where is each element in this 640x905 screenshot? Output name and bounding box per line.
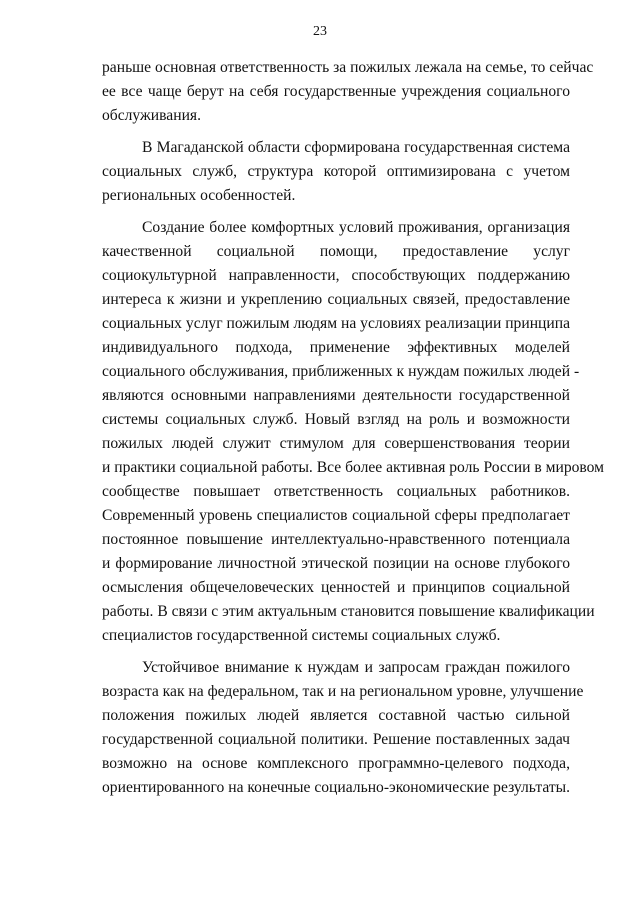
text-line: государственной социальной политики. Решение поставленных задач [102, 731, 570, 748]
text-line: положения пожилых людей является составной частью сильной [102, 707, 570, 724]
body-text [102, 56, 605, 800]
text-line: системы социальных служб. Новый взгляд на роль и возможности [102, 411, 570, 428]
text-line: Создание более комфортных условий проживания, организация [142, 219, 570, 236]
text-line: возможно на основе комплексного программно-целевого подхода, [102, 755, 570, 772]
text-line: ориентированного на конечные социально-экономические результаты. [102, 779, 571, 796]
text-line: ее все чаще берут на себя государственные учреждения социального [102, 83, 570, 100]
text-line: и формирование личностной этической позиции на основе глубокого [102, 555, 570, 572]
text-line: Современный уровень специалистов социальной сферы предполагает [102, 507, 570, 524]
text-line: сообществе повышает ответственность социальных работников. [102, 483, 570, 500]
text-line: региональных особенностей. [102, 187, 296, 204]
text-line: обслуживания. [102, 107, 201, 124]
text-line: специалистов государственной системы социальных служб. [102, 627, 501, 644]
text-line: индивидуального подхода, применение эффективных моделей [102, 339, 570, 356]
text-line: пожилых людей служит стимулом для совершенствования теории [102, 435, 570, 452]
text-line: социальных услуг пожилым людям на условиях реализации принципа [102, 315, 570, 332]
text-line: интереса к жизни и укреплению социальных связей, предоставление [102, 291, 570, 308]
text-line: и практики социальной работы. Все более активная роль России в мировом [102, 459, 605, 476]
text-line: постоянное повышение интеллектуально-нравственного потенциала [102, 531, 570, 548]
paragraph [102, 136, 570, 208]
text-line: осмысления общечеловеческих ценностей и принципов социальной [102, 579, 570, 596]
text-line: качественной социальной помощи, предоставление услуг [102, 243, 570, 260]
page-number: 23 [313, 24, 327, 39]
text-line: социокультурной направленности, способствующих поддержанию [102, 267, 570, 284]
paragraph [102, 56, 594, 128]
text-line: являются основными направлениями деятельности государственной [102, 387, 570, 404]
text-line: социальных служб, структура которой оптимизирована с учетом [102, 163, 570, 180]
text-line: социального обслуживания, приближенных к нуждам пожилых людей - [102, 363, 580, 380]
text-line: раньше основная ответственность за пожилых лежала на семье, то сейчас [102, 59, 594, 76]
text-line: возраста как на федеральном, так и на региональном уровне, улучшение [102, 683, 584, 700]
paragraph [102, 216, 605, 648]
text-line: В Магаданской области сформирована государственная система [142, 139, 570, 156]
paragraph [102, 656, 584, 800]
text-line: Устойчивое внимание к нуждам и запросам граждан пожилого [142, 659, 570, 676]
text-line: работы. В связи с этим актуальным становится повышение квалификации [102, 603, 595, 620]
